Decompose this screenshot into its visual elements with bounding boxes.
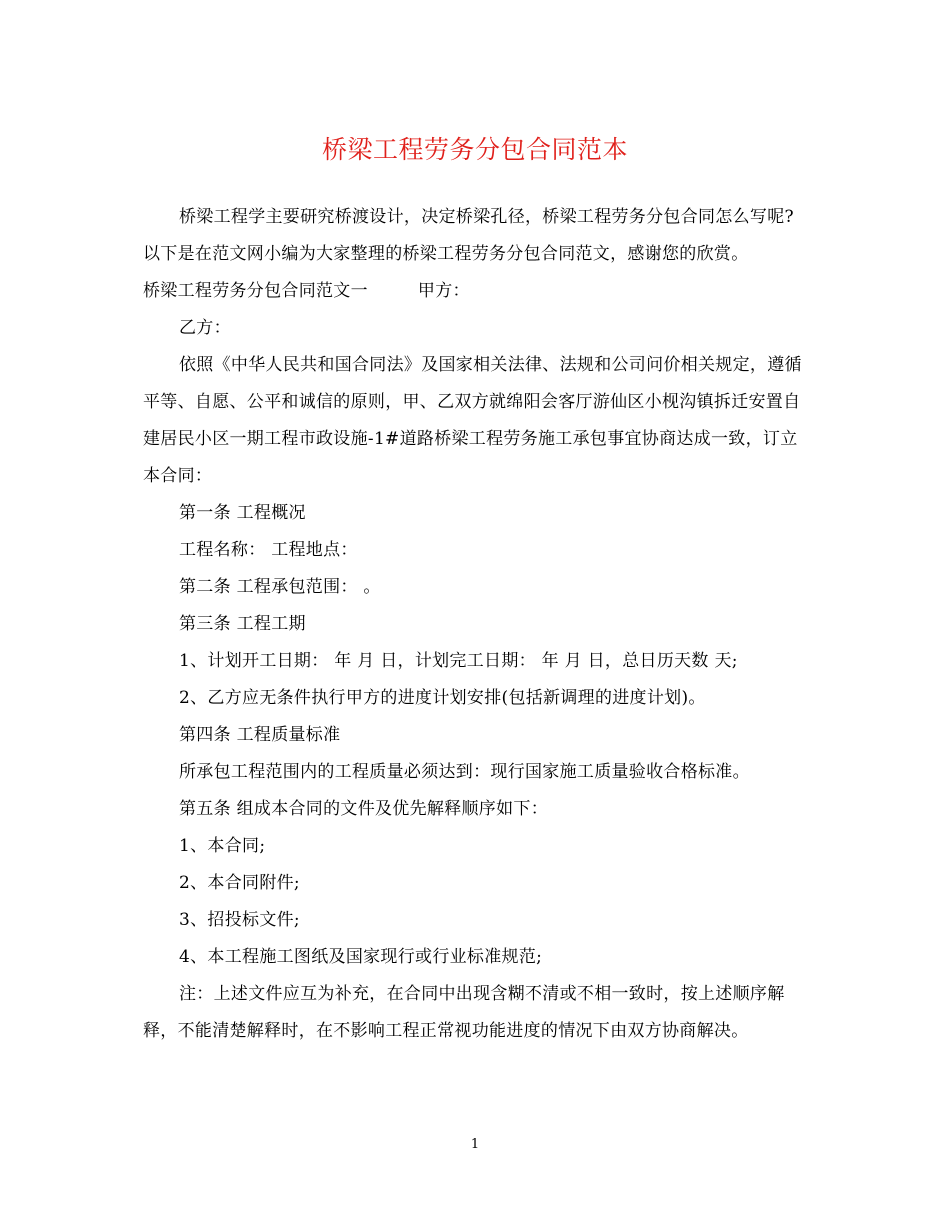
schedule-item-2: 2、乙方应无条件执行甲方的进度计划安排(包括新调理的进度计划)。	[179, 688, 706, 708]
sample-heading: 桥梁工程劳务分包合同范文一	[143, 281, 368, 301]
document-list-item-4: 4、本工程施工图纸及国家现行或行业标准规范;	[179, 947, 543, 967]
document-list-item-3: 3、招投标文件;	[179, 910, 300, 930]
note-paragraph: 注：上述文件应互为补充，在合同中出现含糊不清或不相一致时，按上述顺序解释，不能清楚解释时，在不影响工程正常视功能进度的情况下由双方协商解决。	[143, 984, 785, 1041]
schedule-item-1: 1、计划开工日期： 年 月 日，计划完工日期： 年 月 日，总日历天数 天;	[179, 651, 738, 671]
article-1-heading: 第一条 工程概况	[179, 503, 306, 523]
quality-standard-text: 所承包工程范围内的工程质量必须达到：现行国家施工质量验收合格标准。	[179, 762, 750, 782]
article-3-heading: 第三条 工程工期	[179, 614, 306, 634]
document-body	[143, 199, 808, 1050]
sample-heading-line	[143, 273, 808, 310]
party-a-label: 甲方：	[417, 281, 470, 301]
party-b-label: 乙方：	[179, 318, 231, 338]
article-2-heading: 第二条 工程承包范围： 。	[179, 577, 381, 597]
preamble-paragraph: 依照《中华人民共和国合同法》及国家相关法律、法规和公司问价相关规定，遵循平等、自愿、公平和诚信的原则，甲、乙双方就绵阳会客厅游仙区小枧沟镇拆迁安置自建居民小区一期工程市政设施-1#道路桥梁工程劳务施工承包事宜协商达成一致，订立本合同：	[143, 355, 802, 486]
project-name-location: 工程名称： 工程地点：	[179, 540, 358, 560]
intro-paragraph: 桥梁工程学主要研究桥渡设计，决定桥梁孔径，桥梁工程劳务分包合同怎么写呢?以下是在范文网小编为大家整理的桥梁工程劳务分包合同范文，感谢您的欣赏。	[143, 207, 794, 264]
document-title: 桥梁工程劳务分包合同范本	[321, 135, 628, 164]
page-number: 1	[470, 1137, 480, 1152]
article-5-heading: 第五条 组成本合同的文件及优先解释顺序如下：	[179, 799, 549, 819]
article-4-heading: 第四条 工程质量标准	[179, 725, 341, 745]
document-list-item-1: 1、本合同;	[179, 836, 266, 856]
document-list-item-2: 2、本合同附件;	[179, 873, 300, 893]
